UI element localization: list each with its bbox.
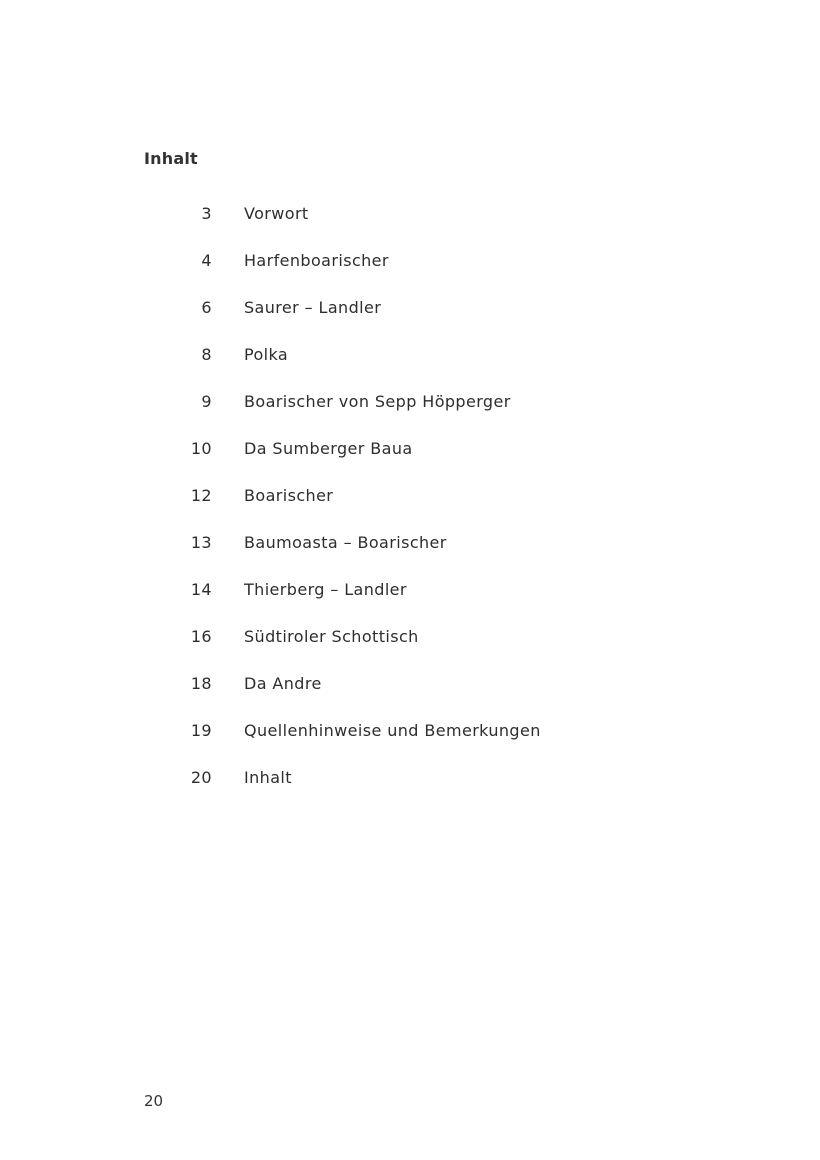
toc-entry-page: 12 [190,486,212,505]
toc-entry-page: 16 [190,627,212,646]
toc-entry-page: 6 [201,298,212,317]
toc-entry-title: Harfenboarischer [244,251,389,270]
toc-entry-page: 3 [201,204,212,223]
toc-entry-page: 4 [201,251,212,270]
toc-entry-title: Inhalt [244,768,292,787]
toc-entry-page: 9 [201,392,212,411]
toc-entry-title: Boarischer von Sepp Höpperger [244,392,511,411]
toc-entry-page: 14 [190,580,212,599]
toc-entry-title: Polka [244,345,289,364]
page-heading: Inhalt [144,149,198,168]
toc-entry-title: Südtiroler Schottisch [244,627,419,646]
toc-entry [0,576,820,606]
toc-entry [0,247,820,277]
toc-entry-title: Baumoasta – Boarischer [244,533,447,552]
toc-entry [0,388,820,418]
toc-entry [0,294,820,324]
toc-entry-title: Da Andre [244,674,322,693]
toc-entry-page: 8 [201,345,212,364]
toc-entry [0,200,820,230]
toc-entry-page: 19 [190,721,212,740]
toc-entry [0,670,820,700]
toc-entry-page: 18 [190,674,212,693]
toc-entry-title: Vorwort [244,204,309,223]
toc-entry [0,435,820,465]
toc-entry-page: 10 [190,439,212,458]
toc-entry-title: Thierberg – Landler [244,580,407,599]
toc-entry-page: 13 [190,533,212,552]
toc-entry [0,717,820,747]
page-number: 20 [144,1092,164,1110]
toc-entry-title: Boarischer [244,486,334,505]
toc-entry-title: Saurer – Landler [244,298,382,317]
toc-entry [0,623,820,653]
toc-entry [0,764,820,794]
toc-entry-title: Da Sumberger Baua [244,439,413,458]
toc-entry [0,482,820,512]
toc-entry-page: 20 [190,768,212,787]
toc-entry [0,529,820,559]
toc-entry-title: Quellenhinweise und Bemerkungen [244,721,541,740]
toc-entry [0,341,820,371]
